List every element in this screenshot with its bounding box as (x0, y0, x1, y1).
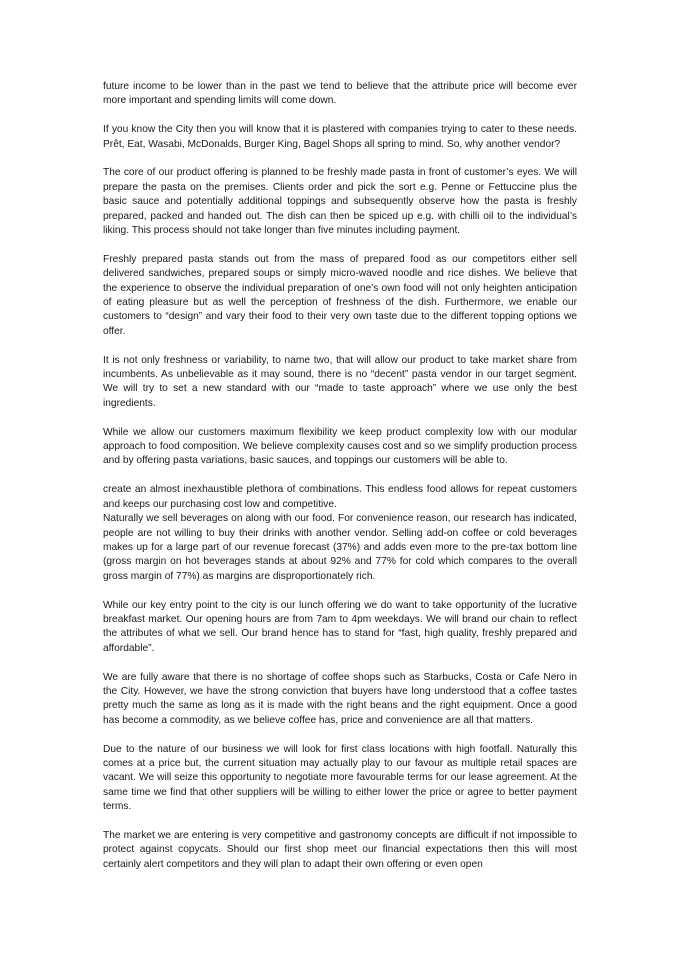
paragraph-4: Freshly prepared pasta stands out from the mass of prepared food as our competitors either sell delivered sandwiches, prepared soups or simply micro-waved noodle and rice dishes. We believe that the experience to observe the individual preparation of one’s own food will not only heighten anticipation of eating pleasure but as well the perception of freshness of the dish. Furthermore, we enable our customers to “design” and vary their food to their very own taste due to the different topping options we offer. (103, 253, 577, 337)
paragraph-12: The market we are entering is very competitive and gastronomy concepts are difficult if not impossible to protect against copycats. Should our first shop meet our financial expectations then this will most certainly alert competitors and they will plan to adapt their own offering or even open (103, 829, 577, 870)
paragraph-2: If you know the City then you will know that it is plastered with companies trying to cater to these needs. Prêt, Eat, Wasabi, McDonalds, Burger King, Bagel Shops all spring to mind. So, why another vendor? (103, 124, 577, 150)
paragraph-9: While our key entry point to the city is our lunch offering we do want to take opportunity of the lucrative breakfast market. Our opening hours are from 7am to 4pm weekdays. We will brand our chain to reflect the attributes of what we sell. Our brand hence has to stand for “fast, high quality, freshly prepared and affordable”. (103, 599, 577, 654)
paragraph-11: Due to the nature of our business we will look for first class locations with high footfall. Naturally this comes at a price but, the current situation may actually play to our favour as multiple retail spaces are vacant. We will seize this opportunity to negotiate more favourable terms for our lease agreement. At the same time we find that other suppliers will be willing to either lower the price or agree to better payment terms. (103, 743, 577, 813)
paragraph-1: future income to be lower than in the past we tend to believe that the attribute price will become ever more important and spending limits will come down. (103, 81, 577, 107)
paragraph-3: The core of our product offering is planned to be freshly made pasta in front of customer’s eyes. We will prepare the pasta on the premises. Clients order and pick the sort e.g. Penne or Fettuccine plus the basic sauce and potentially additional toppings and subsequently observe how the pasta is freshly prepared, packed and handed out. The dish can then be spiced up e.g. with chilli oil to the individual’s liking. This process should not take longer than five minutes including payment. (103, 167, 577, 237)
paragraph-10: We are fully aware that there is no shortage of coffee shops such as Starbucks, Costa or Cafe Nero in the City. However, we have the strong conviction that buyers have long understood that a coffee tastes pretty much the same as long as it is made with the right beans and the right equipment. Once a good has become a commodity, as we believe coffee has, price and convenience are all that matters. (103, 671, 577, 726)
paragraph-7: create an almost inexhaustible plethora of combinations. This endless food allows for repeat customers and keeps our purchasing cost low and competitive. (103, 484, 577, 510)
paragraph-5: It is not only freshness or variability, to name two, that will allow our product to take market share from incumbents. As unbelievable as it may sound, there is no “decent” pasta vendor in our target segment. We will try to set a new standard with our “made to taste approach” where we use only the best ingredients. (103, 354, 577, 409)
document-page (103, 80, 577, 887)
paragraph-6: While we allow our customers maximum flexibility we keep product complexity low with our modular approach to food composition. We believe complexity causes cost and so we simplify production process and by offering pasta variations, basic sauces, and toppings our customers will be able to. (103, 426, 577, 467)
paragraph-8: Naturally we sell beverages on along with our food. For convenience reason, our research has indicated, people are not willing to buy their drinks with another vendor. Selling add-on coffee or cold beverages makes up for a large part of our revenue forecast (37%) and adds even more to the pre-tax bottom line (gross margin on hot beverages stands at about 92% and 77% for cold which compares to the overall gross margin of 77%) as margins are disproportionately rich. (103, 513, 577, 582)
